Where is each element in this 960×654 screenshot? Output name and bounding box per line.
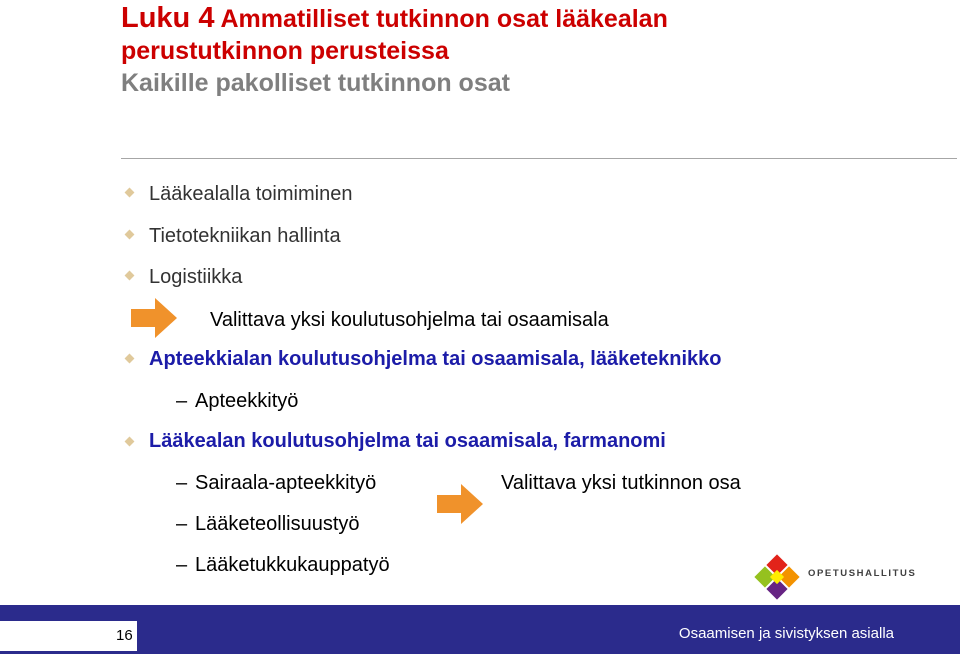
diamond-bullet-icon [124, 436, 136, 448]
diamond-bullet-icon [124, 229, 136, 241]
list-item-logistiikka: Logistiikka [149, 266, 243, 288]
right-arrow-icon [437, 484, 483, 524]
sub-item-label: Lääketukkukauppatyö [195, 554, 390, 576]
diamond-bullet-icon [124, 353, 136, 365]
sub-item-laaketeollisuustyo [176, 512, 360, 536]
sub-item-label: Lääketeollisuustyö [195, 513, 360, 535]
note-valittava-tutkinnon-osa: Valittava yksi tutkinnon osa [501, 472, 741, 494]
sub-item-label: Sairaala-apteekkityö [195, 472, 377, 494]
slide-title [121, 2, 941, 99]
dash-marker: – [176, 513, 188, 535]
right-arrow-icon [131, 298, 177, 338]
page-number-box [0, 621, 137, 651]
note-valittava-koulutusohjelma: Valittava yksi koulutusohjelma tai osaamisala [210, 309, 609, 331]
slide-subtitle: Kaikille pakolliset tutkinnon osat [121, 69, 510, 97]
list-item-tietotekniikka: Tietotekniikan hallinta [149, 225, 341, 247]
sub-item-laaketukkukauppatyo [176, 553, 390, 577]
sub-item-label: Apteekkityö [195, 390, 299, 412]
list-item-laakealalla: Lääkealalla toimiminen [149, 183, 353, 205]
dash-marker: – [176, 554, 188, 576]
chapter-label: Luku 4 [121, 2, 215, 34]
diamond-bullet-icon [124, 187, 136, 199]
footer-tagline: Osaamisen ja sivistyksen asialla [678, 625, 894, 642]
list-item-apteekkiala: Apteekkialan koulutusohjelma tai osaamisala, lääketeknikko [149, 348, 722, 370]
title-divider [121, 158, 957, 159]
logo-text: OPETUSHALLITUS [808, 568, 917, 579]
page-number: 16 [116, 627, 133, 644]
title-line-1 [121, 2, 941, 35]
dash-marker: – [176, 390, 188, 412]
dash-marker: – [176, 472, 188, 494]
diamond-bullet-icon [124, 270, 136, 282]
title-line-2: perustutkinnon perusteissa [121, 37, 449, 65]
list-item-laakeala: Lääkealan koulutusohjelma tai osaamisala, farmanomi [149, 430, 666, 452]
title-text-1: Ammatilliset tutkinnon osat lääkealan [220, 5, 668, 33]
sub-item-apteekkityo [176, 389, 298, 413]
opetushallitus-logo-icon [753, 553, 801, 601]
footer-bar [0, 605, 960, 654]
sub-item-sairaala-apteekkityo [176, 471, 376, 495]
